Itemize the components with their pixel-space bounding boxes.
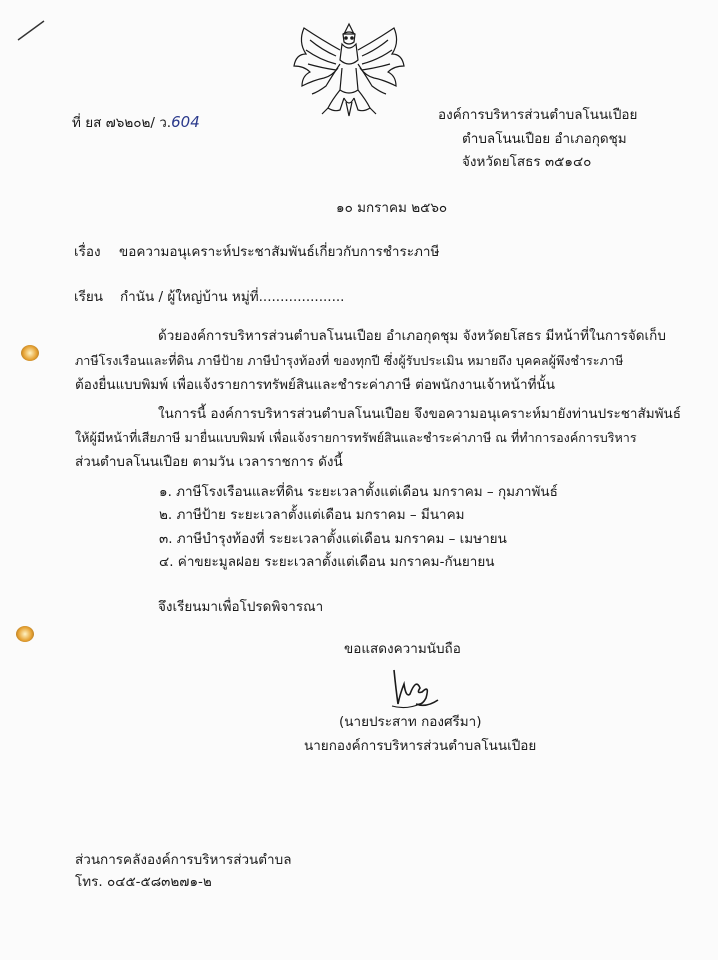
sender-org: องค์การบริหารส่วนตำบลโนนเปือย	[438, 107, 638, 123]
list-item: ๔. ค่าขยะมูลฝอย ระยะเวลาตั้งแต่เดือน มกราคม-กันยายน	[159, 554, 495, 570]
pen-mark	[16, 18, 46, 44]
recipient-text: กำนัน / ผู้ใหญ่บ้าน หมู่ที่....................	[120, 289, 345, 305]
punch-hole	[16, 626, 34, 642]
garuda-emblem-icon	[288, 20, 410, 120]
letter-date: ๑๐ มกราคม ๒๕๖๐	[336, 200, 448, 216]
para1-line1: ด้วยองค์การบริหารส่วนตำบลโนนเปือย อำเภอกุดชุม จังหวัดยโสธร มีหน้าที่ในการจัดเก็บ	[158, 328, 666, 344]
handwritten-signature	[386, 664, 446, 714]
signer-name: (นายประสาท กองศรีมา)	[339, 714, 482, 730]
list-item: ๑. ภาษีโรงเรือนและที่ดิน ระยะเวลาตั้งแต่เดือน มกราคม – กุมภาพันธ์	[159, 484, 558, 500]
para1-line2: ภาษีโรงเรือนและที่ดิน ภาษีป้าย ภาษีบำรุงท้องที่ ของทุกปี ซึ่งผู้รับประเมิน หมายถึง บุคคลผู้พึงชำระภาษี	[75, 353, 624, 368]
list-item: ๓. ภาษีบำรุงท้องที่ ระยะเวลาตั้งแต่เดือน มกราคม – เมษายน	[159, 531, 507, 547]
para2-line1: ในการนี้ องค์การบริหารส่วนตำบลโนนเปือย จึงขอความอนุเคราะห์มายังท่านประชาสัมพันธ์	[158, 406, 681, 422]
regards-line: ขอแสดงความนับถือ	[344, 641, 461, 657]
para2-line2: ให้ผู้มีหน้าที่เสียภาษี มายื่นแบบพิมพ์ เพื่อแจ้งรายการทรัพย์สินและชำระค่าภาษี ณ ที่ทำการองค์การบริหาร	[75, 430, 637, 445]
signer-title: นายกองค์การบริหารส่วนตำบลโนนเปือย	[304, 738, 537, 754]
list-item: ๒. ภาษีป้าย ระยะเวลาตั้งแต่เดือน มกราคม – มีนาคม	[159, 507, 465, 523]
subject-label: เรื่อง	[74, 244, 101, 260]
document-number-handwritten: 604	[171, 113, 200, 131]
para2-line3: ส่วนตำบลโนนเปือย ตามวัน เวลาราชการ ดังนี้	[75, 454, 343, 470]
punch-hole	[21, 345, 39, 361]
para1-line3: ต้องยื่นแบบพิมพ์ เพื่อแจ้งรายการทรัพย์สินและชำระค่าภาษี ต่อพนักงานเจ้าหน้าที่นั้น	[75, 377, 555, 393]
document-number	[72, 113, 200, 132]
sender-province: จังหวัดยโสธร ๓๕๑๔๐	[462, 154, 592, 170]
document-number-printed: ที่ ยส ๗๖๒๐๒/ ว.	[72, 115, 172, 131]
subject-text: ขอความอนุเคราะห์ประชาสัมพันธ์เกี่ยวกับการชำระภาษี	[119, 244, 440, 260]
sender-subdistrict: ตำบลโนนเปือย อำเภอกุดชุม	[462, 131, 627, 147]
recipient-label: เรียน	[74, 289, 104, 305]
closing-line: จึงเรียนมาเพื่อโปรดพิจารณา	[158, 599, 324, 615]
footer-department: ส่วนการคลังองค์การบริหารส่วนตำบล	[75, 852, 292, 868]
footer-phone: โทร. ๐๔๕-๕๘๓๒๗๑-๒	[75, 874, 212, 890]
